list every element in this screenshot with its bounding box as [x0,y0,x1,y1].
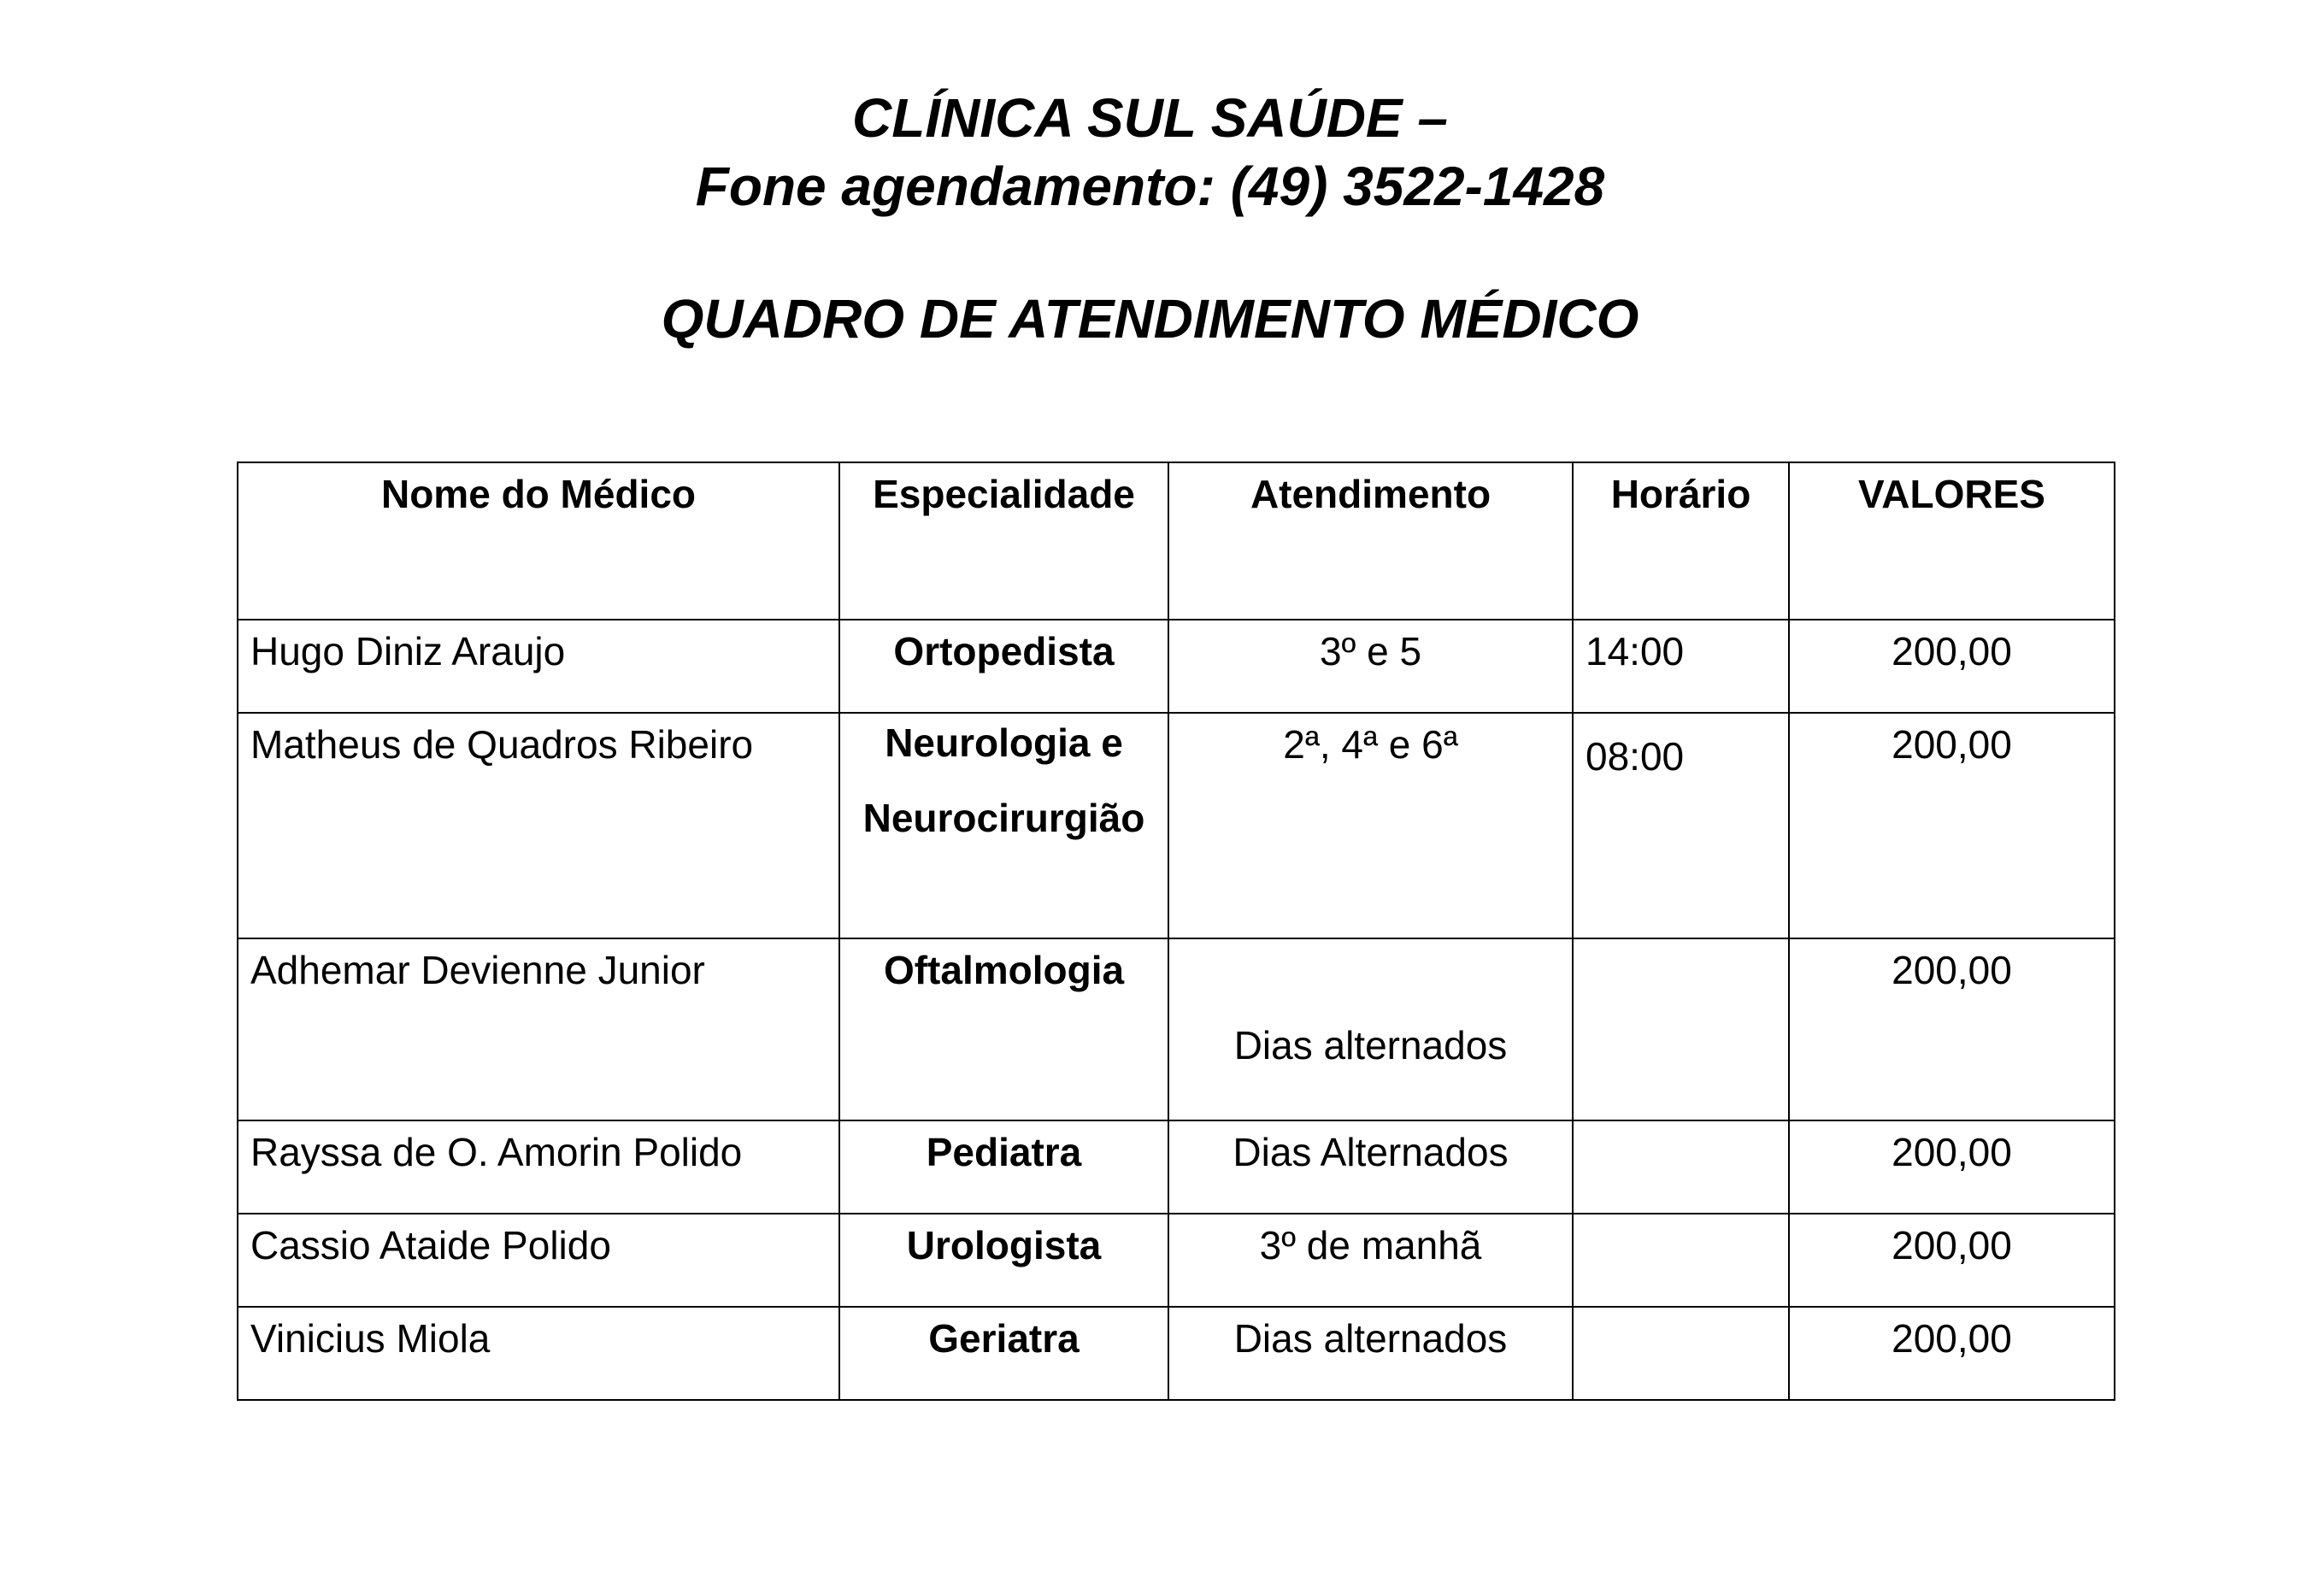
table-row [238,1214,2115,1307]
value: 200,00 [1892,1223,2012,1267]
clinic-name: CLÍNICA SUL SAÚDE – [852,87,1448,149]
doctor-name: Hugo Diniz Araujo [250,629,566,673]
time [1574,1121,1788,1130]
schedule-days: 3º de manhã [1259,1223,1482,1267]
value: 200,00 [1892,948,2012,992]
time: 08:00 [1586,734,1685,779]
time: 14:00 [1586,629,1685,673]
doctor-name: Rayssa de O. Amorin Polido [250,1130,743,1174]
column-header-value: VALORES [1789,462,2115,620]
board-title: QUADRO DE ATENDIMENTO MÉDICO [661,288,1639,350]
value: 200,00 [1892,1316,2012,1361]
specialty: Geriatra [928,1316,1080,1361]
schedule-days: Dias alternados [1233,1023,1508,1067]
value: 200,00 [1892,722,2012,767]
column-header-name: Nome do Médico [238,462,839,620]
doctor-name: Vinicius Miola [250,1316,491,1361]
specialty-line-1: Neurologia e [885,720,1123,765]
table-row [238,938,2115,1120]
specialty-line-2: Neurocirurgião [862,796,1145,840]
phone-line: Fone agendamento: (49) 3522-1428 [695,156,1605,217]
value: 200,00 [1892,1130,2012,1174]
doctor-name: Cassio Ataide Polido [250,1223,611,1267]
table-row [238,1120,2115,1214]
time [1574,1214,1788,1223]
specialty: Ortopedista [893,629,1115,673]
schedule-table [237,462,2115,1401]
specialty: Urologista [906,1223,1102,1267]
schedule-days: 3º e 5 [1319,629,1422,673]
specialty [840,713,1168,856]
doctor-name: Matheus de Quadros Ribeiro [250,722,754,767]
schedule-days: Dias alternados [1233,1316,1508,1361]
specialty: Pediatra [926,1130,1082,1174]
column-header-schedule: Atendimento [1168,462,1573,620]
specialty: Oftalmologia [883,948,1125,992]
schedule-days: Dias Alternados [1233,1130,1509,1174]
column-header-time: Horário [1573,462,1789,620]
value: 200,00 [1892,629,2012,673]
schedule-days: 2ª, 4ª e 6ª [1283,722,1458,767]
table-row [238,620,2115,713]
time [1574,939,1788,948]
table-header-row [238,462,2115,620]
column-header-specialty: Especialidade [839,462,1168,620]
time [1574,1308,1788,1316]
doctor-name: Adhemar Devienne Junior [250,948,705,992]
table-row [238,1307,2115,1400]
table-row [238,713,2115,938]
